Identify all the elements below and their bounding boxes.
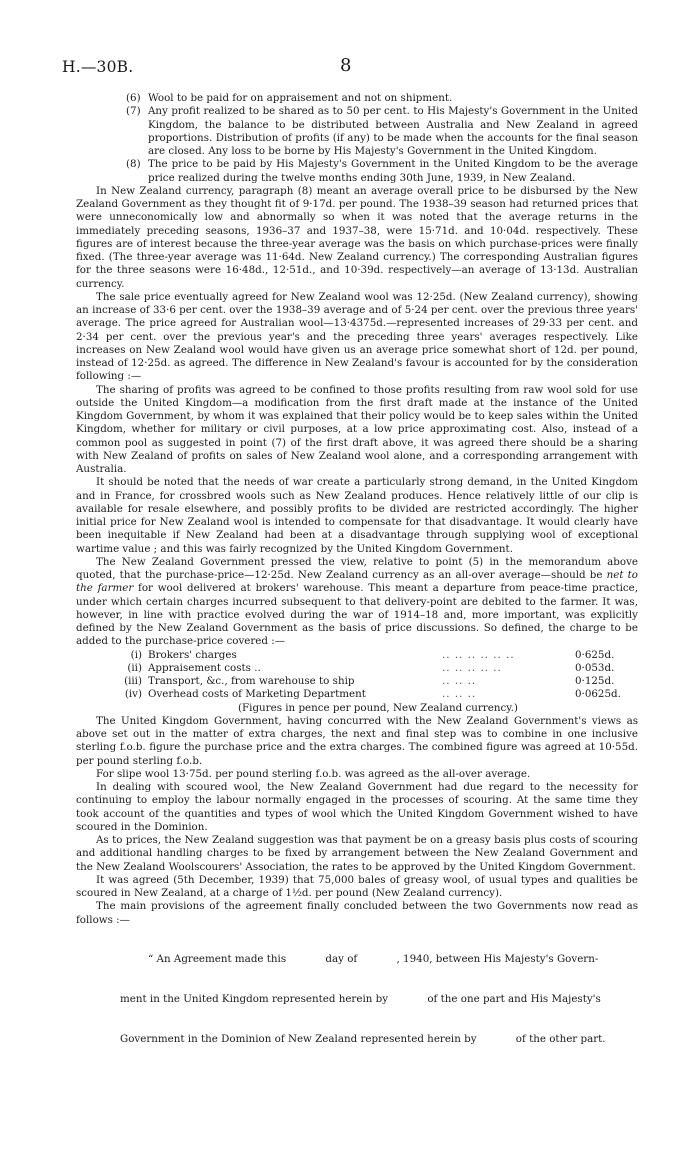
emphasis-text: net to the farmer: [76, 569, 638, 595]
list-item: [76, 105, 638, 158]
list-item-text: Wool to be paid for on appraisement and not on shipment.: [148, 92, 453, 104]
list-item-text: The price to be paid by His Majesty's Government in the United Kingdom to be the average price realized during the twelve months ending 30th June, 1939, in New Zealand.: [148, 158, 638, 184]
charge-number: (iii): [124, 675, 142, 687]
paragraph: The sale price eventually agreed for New Zealand wool was 12·25d. (New Zealand currency), showing an increase of 33·6 per cent. over the 1938–39 average and of 5·24 per cent. over the previous three years' average. The price agreed for Australian wool—13·4375d.—represented increases of 29·33 per cent. and 2·34 per cent. over the previous year's and the preceding three years' averages respectively. Like increases on New Zealand wool would have given us an average price somewhat short of 12d. per pound, instead of 12·25d. as agreed. The difference in New Zealand's favour is accounted for by the consideration following :—: [76, 290, 638, 383]
charge-row: [76, 649, 638, 662]
quote-line: ment in the United Kingdom represented herein by of the one part and His Majesty's: [120, 993, 601, 1005]
paragraph: It should be noted that the needs of war create a particularly strong demand, in the United Kingdom and in France, for crossbred wools such as New Zealand produces. Hence relatively little of our clip is available for resale elsewhere, and possibly profits to be divided are restricted accordingly. The higher initial price for New Zealand wool is intended to compensate for that disadvantage. It would clearly have been inequitable if New Zealand had been at a disadvantage through supplying wool of exceptional wartime value ; and this was fairly recognized by the United Kingdom Government.: [76, 476, 638, 555]
list-item: [76, 92, 638, 105]
charge-label: Brokers' charges: [148, 648, 237, 661]
charge-row: [76, 675, 638, 688]
list-item-number: (8): [126, 158, 141, 171]
paragraph-text: The New Zealand Government pressed the view, relative to point (5) in the memorandum above quoted, that the purchase-price—12·25d. New Zealand currency as an all-over average—should be: [76, 555, 638, 581]
list-item: [76, 158, 638, 185]
charge-number: (i): [130, 648, 142, 661]
numbered-list: [76, 92, 638, 185]
charge-row: [76, 662, 638, 675]
leader-dots: .. .. .. .. ..: [442, 661, 502, 674]
charge-label: Appraisement costs ..: [148, 661, 261, 674]
charge-value: 0·053d.: [575, 661, 615, 674]
paragraph: It was agreed (5th December, 1939) that 75,000 bales of greasy wool, of usual types and qualities be scoured in New Zealand, at a charge of 1½d. per pound (New Zealand currency).: [76, 873, 638, 899]
list-item-number: (6): [126, 92, 141, 104]
charge-number: (iv): [124, 688, 142, 701]
leader-dots: .. .. ..: [442, 688, 477, 701]
paragraph: In New Zealand currency, paragraph (8) meant an average overall price to be disbursed by the New Zealand Government as they thought fit of 9·17d. per pound. The 1938–39 season had returned prices that were unneconomically low and abnormally so when it was noted that the average returns in the immediately preceding seasons, 1936–37 and 1937–38, were 15·71d. and 10·04d. respectively. These figures are of interest because the three-year average was the basis on which purchase-prices were finally fixed. (The three-year average was 11·64d. New Zealand currency.) The corresponding Australian figures for the three seasons were 16·48d., 12·51d., and 10·39d. respectively—an average of 13·13d. Australian currency.: [76, 184, 638, 290]
paragraph-text: for wool delivered at brokers' warehouse. This meant a departure from peace-time practice, under which certain charges incurred subsequent to that delivery-point are debited to the farmer. It was, however, in line with practice evolved during the war of 1914–18 and, more important, was explicitly defined by the New Zealand Government as the basis of price discussions. So defined, the charge to be added to the purchase-price covered :—: [76, 582, 639, 648]
list-item-number: (7): [126, 105, 141, 118]
leader-dots: .. .. .. .. .. ..: [442, 648, 515, 661]
charges-table: [76, 649, 638, 715]
quote-line: Government in the Dominion of New Zealand represented herein by of the other part.: [120, 1032, 606, 1045]
leader-dots: .. .. ..: [442, 675, 477, 687]
charge-label: Transport, &c., from warehouse to ship: [148, 675, 355, 687]
document-reference: H.—30B.: [62, 58, 134, 76]
charge-row: [76, 688, 638, 701]
paragraph: As to prices, the New Zealand suggestion was that payment be on a greasy basis plus costs of scouring and additional handling charges to be fixed by arrangement between the New Zealand Government and the New Zealand Woolscourers' Association, the rates to be approved by the United Kingdom Government.: [76, 834, 638, 873]
quote-line: “ An Agreement made this day of , 1940, between His Majesty's Govern-: [148, 953, 599, 966]
paragraph: The sharing of profits was agreed to be confined to those profits resulting from raw wool sold for use outside the United Kingdom—a modification from the first draft made at the instance of the United Kingdom Government, by whom it was explained that their policy would be to keep sales within the United Kingdom, whether for military or civil purposes, at a low price approximating cost. Also, instead of a common pool as suggested in point (7) of the first draft above, it was agreed there should be a sharing with New Zealand of profits on sales of New Zealand wool alone, and a corresponding arrangement with Australia.: [76, 383, 638, 475]
charge-value: 0·125d.: [575, 675, 615, 687]
paragraph: The United Kingdom Government, having concurred with the New Zealand Government's views as above set out in the matter of extra charges, the next and final step was to combine in one inclusive sterling f.o.b. figure the purchase price and the extra charges. The combined figure was agreed at 10·55d. per pound sterling f.o.b.: [76, 714, 638, 767]
charge-label: Overhead costs of Marketing Department: [148, 688, 366, 701]
paragraph: In dealing with scoured wool, the New Zealand Government had due regard to the necessity for continuing to employ the labour normally engaged in the processes of scouring. At the same time they took account of the quantities and types of wool which the United Kingdom Government wished to have scoured in the Dominion.: [76, 781, 638, 833]
paragraph: The main provisions of the agreement finally concluded between the two Governments now read as follows :—: [76, 900, 638, 926]
list-item-text: Any profit realized to be shared as to 50 per cent. to His Majesty's Government in the United Kingdom, the balance to be distributed between Australia and New Zealand in agreed proportions. Distribution of profits (if any) to be made when the accounts for the final season are closed. Any loss to be borne by His Majesty's Government in the United Kingdom.: [148, 105, 638, 157]
charge-number: (ii): [127, 661, 142, 674]
charge-value: 0·625d.: [575, 648, 615, 661]
charges-caption: (Figures in pence per pound, New Zealand currency.): [238, 701, 518, 714]
agreement-quote: [76, 927, 638, 1073]
page-number: 8: [340, 55, 352, 76]
charge-value: 0·0625d.: [575, 688, 621, 701]
paragraph: [76, 556, 638, 649]
paragraph: For slipe wool 13·75d. per pound sterling f.o.b. was agreed as the all-over average.: [96, 767, 531, 780]
page-body: [76, 92, 638, 1073]
